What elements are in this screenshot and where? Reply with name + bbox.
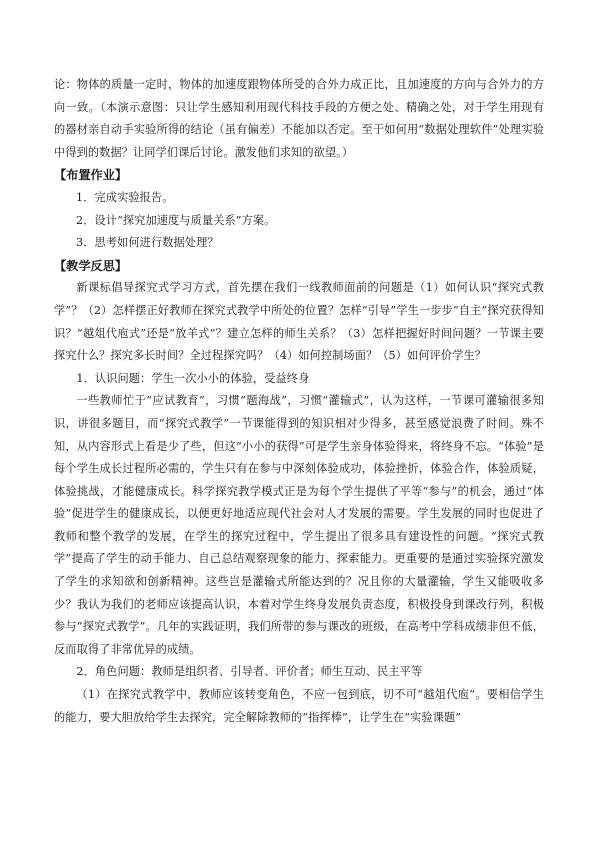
homework-heading: 【布置作业】 (54, 168, 128, 183)
point1-title: 1．认识问题：学生一次小小的体验，受益终身 (76, 371, 310, 385)
point1-body: 一些教师忙于“应试教育”，习惯“题海战”，习惯“灌输式”，认为这样，一节课可灌输很多知识，讲很多题目，而“探究式教学”一节课能得到的知识相对少得多，甚至感觉浪费了时间。殊不知，从内容形式上看是少了些，但这“小小的获得”可是学生亲身体验得来，将终身不忘。“体验”是每个学生成长过程所必需的，学生只有在参与中深刻体验成功，体验挫折，体验合作，体验质疑，体验挑战，才能健康成长。科学探究教学模式正是为每个学生提供了平等“参与”的机会，通过“体验”促进学生的健康成长，以便更好地适应现代社会对人才发展的需要。学生发展的同时也促进了教师和整个教学的发展，在学生的探究过程中，学生提出了很多具有建设性的问题。“探究式教学”提高了学生的动手能力、自己总结观察现象的能力、探索能力。更重要的是通过实验探究激发了学生的求知欲和创新精神。这些岂是灌输式所能达到的？况且你的大量灌输，学生又能吸收多少？我认为我们的老师应该提高认识，本着对学生终身发展负责态度，积极投身到课改行列，积极参与“探究式教学”。几年的实践证明，我们所带的参与课改的班级，在高考中学科成绩非但不低，反而取得了非常优异的成绩。 (54, 394, 544, 656)
point2-subpoint-1: （1）在探究式教学中，教师应该转变角色，不应一包到底，切不可“越俎代庖”。要相信学生的能力，要大胆放给学生去探究，完全解除教师的“指挥棒”，让学生在“实验课题” (54, 688, 544, 724)
point2-title: 2．角色问题：教师是组织者、引导者、评价者；师生互动、民主平等 (76, 665, 423, 679)
document-body (54, 74, 544, 729)
homework-item: 2．设计“探究加速度与质量关系”方案。 (76, 213, 276, 227)
homework-item: 3．思考如何进行数据处理？ (76, 236, 219, 250)
reflection-intro: 新课标倡导探究式学习方式，首先摆在我们一线教师面前的问题是（1）如何认识“探究式教学”？（2）怎样摆正好教师在探究式教学中所处的位置？怎样“引导”学生一步步“自主”探究获得知识？“越俎代庖式”还是“放羊式”？建立怎样的师生关系？（3）怎样把握好时间问题？一节课主要探究什么？探究多长时间？全过程探究吗？（4）如何控制场面？（5）如何评价学生？ (54, 281, 544, 363)
continuation-paragraph: 论：物体的质量一定时，物体的加速度跟物体所受的合外力成正比，且加速度的方向与合外力的方向一致。（本演示意图：只让学生感知利用现代科技手段的方便之处、精确之处，对于学生用现有的器材亲自动手实验所得的结论（虽有偏差）不能加以否定。至于如何用“数据处理软件”处理实验中得到的数据？让同学们课后讨论。激发他们求知的欲望。） (54, 78, 544, 159)
reflection-heading: 【教学反思】 (54, 258, 128, 273)
homework-item: 1．完成实验报告。 (76, 190, 174, 204)
